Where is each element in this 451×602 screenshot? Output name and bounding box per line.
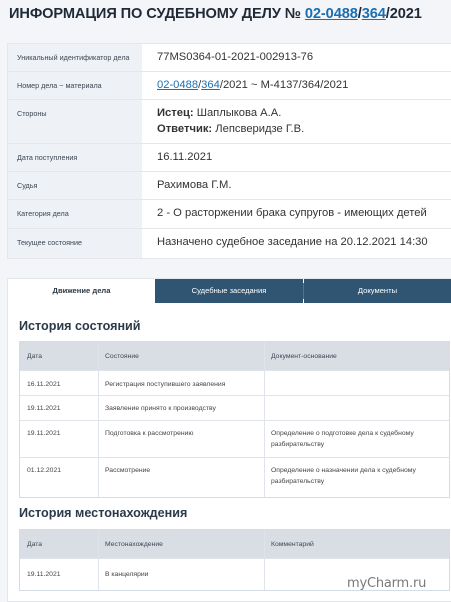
number-slash: / xyxy=(198,79,202,91)
plaintiff-line xyxy=(157,105,451,121)
tab-court-sessions[interactable]: Судебные заседания xyxy=(155,279,303,303)
case-tabs-panel xyxy=(7,278,451,602)
case-court-link[interactable]: 364 xyxy=(361,6,386,22)
col-location: Местонахождение xyxy=(105,541,163,548)
table-row xyxy=(20,420,449,458)
table-row xyxy=(20,395,449,421)
location-title: История местонахождения xyxy=(19,506,188,520)
defendant-line xyxy=(157,121,451,137)
info-row-number xyxy=(8,72,451,99)
case-number-link-2[interactable]: 02-0488 xyxy=(157,79,199,91)
judge-label: Судья xyxy=(8,172,142,199)
court-link-2[interactable]: 364 xyxy=(201,79,220,91)
col-comment: Комментарий xyxy=(271,541,314,548)
tab-case-movement[interactable]: Движение дела xyxy=(8,279,155,304)
history-table xyxy=(19,341,450,498)
col-date: Дата xyxy=(27,353,43,360)
info-row-status xyxy=(8,229,451,258)
defendant-value: Лепсверидзе Г.В. xyxy=(215,123,305,135)
case-number-link[interactable]: 02-0488 xyxy=(304,6,358,22)
row-state: Регистрация поступившего заявления xyxy=(105,381,226,388)
watermark: myCharm.ru xyxy=(347,576,427,591)
defendant-label: Ответчик: xyxy=(157,123,213,135)
row-state: Рассмотрение xyxy=(105,467,151,474)
status-label: Текущее состояние xyxy=(8,229,142,258)
date-value: 16.11.2021 xyxy=(157,151,213,163)
table-row xyxy=(20,370,449,396)
row-date: 16.11.2021 xyxy=(27,381,61,388)
info-row-category xyxy=(8,200,451,228)
uid-value: 77MS0364-01-2021-002913-76 xyxy=(157,51,314,63)
info-row-judge xyxy=(8,172,451,199)
parties-label: Стороны xyxy=(8,100,142,143)
category-value: 2 - О расторжении брака супругов - имеющих детей xyxy=(157,207,427,219)
info-row-date xyxy=(8,144,451,171)
row-document: Определение о подготовке дела к судебному разбирательству xyxy=(271,430,414,448)
row-state: Заявление принято к производству xyxy=(105,405,216,412)
row-date: 19.11.2021 xyxy=(27,430,61,437)
row-location: В канцелярии xyxy=(105,571,149,578)
date-label: Дата поступления xyxy=(8,144,142,171)
info-row-parties xyxy=(8,100,451,143)
row-document: Определение о назначении дела к судебному разбирательству xyxy=(271,467,416,485)
tab-bar xyxy=(8,279,451,303)
row-date: 19.11.2021 xyxy=(27,571,61,578)
page-title xyxy=(9,6,449,22)
col-state: Состояние xyxy=(105,353,139,360)
title-prefix: ИНФОРМАЦИЯ ПО СУДЕБНОМУ ДЕЛУ № xyxy=(9,6,301,22)
number-rest: /2021 ~ М-4137/364/2021 xyxy=(219,79,349,91)
uid-label: Уникальный идентификатор дела xyxy=(8,44,142,71)
row-state: Подготовка к рассмотрению xyxy=(105,430,194,437)
location-table-header xyxy=(20,530,449,558)
number-label: Номер дела ~ материала xyxy=(8,72,142,99)
number-value xyxy=(151,72,451,99)
plaintiff-label: Истец: xyxy=(157,107,194,119)
case-slash: / xyxy=(357,6,362,22)
table-row xyxy=(20,457,449,496)
case-year: /2021 xyxy=(385,6,422,22)
row-date: 01.12.2021 xyxy=(27,467,62,474)
status-value: Назначено судебное заседание на 20.12.2021 14:30 xyxy=(157,236,428,248)
category-label: Категория дела xyxy=(8,200,142,228)
parties-value xyxy=(151,100,451,143)
judge-value: Рахимова Г.М. xyxy=(157,179,232,191)
plaintiff-value: Шаплыкова А.А. xyxy=(196,107,282,119)
history-title: История состояний xyxy=(19,319,141,333)
col-document: Документ-основание xyxy=(271,353,337,360)
history-table-header xyxy=(20,342,449,370)
col-date: Дата xyxy=(27,541,43,548)
row-date: 19.11.2021 xyxy=(27,405,61,412)
case-info-card xyxy=(7,43,451,259)
tab-documents[interactable]: Документы xyxy=(304,279,451,303)
info-row-uid xyxy=(8,44,451,71)
